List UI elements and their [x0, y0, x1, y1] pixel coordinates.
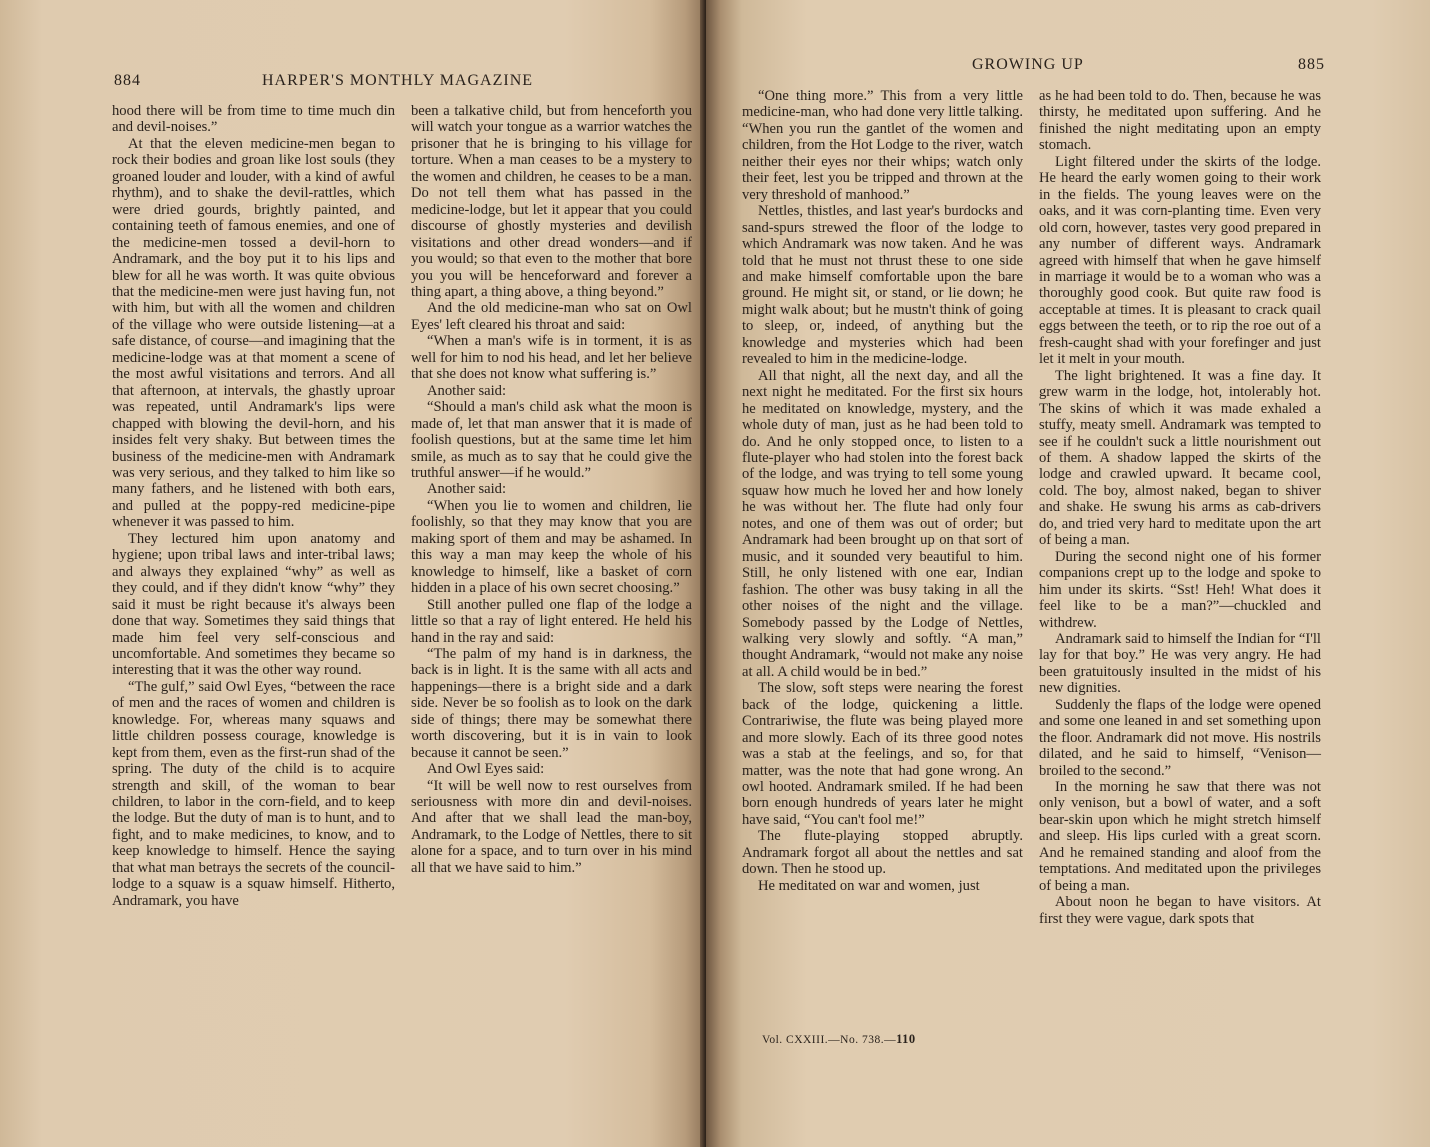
paragraph: At that the eleven medicine-men began to rock their bodies and groan like lost souls (they groaned louder and louder, with a kind of awful rhythm), and to shake the devil-rattles, which were dried gourds, brightly painted, and containing teeth of famous enemies, and one of the medicine-men tossed a devil-horn to Andramark, and the boy put it to his lips and blew for all he was worth. It was quite obvious that the medicine-men were just having fun, not with him, but with all the women and children of the village who were outside listening—at a safe distance, of course—and imagining that the medicine-lodge was at that moment a scene of the most awful visitations and terrors. And all that afternoon, at intervals, the ghastly uproar was repeated, until Andramark's lips were chapped with blowing the devil-horn, and his insides felt very shaky. But between times the business of the medicine-men with Andramark was very serious, and they talked to him like so many fathers, and he listened with both ears, and pulled at the poppy-red medicine-pipe whenever it was passed to him. [112, 135, 395, 531]
paragraph: The light brightened. It was a fine day. It grew warm in the lodge, hot, intolerably hot. The skins of which it was made exhaled a stuffy, meaty smell. Andramark was tempted to see if he couldn't suck a little nourishment out of them. A shadow lapped the skirts of the lodge and crawled upward. It became cool, cold. The boy, almost naked, began to shiver and shake. He swung his arms as cab-drivers do, and tried very hard to meditate upon the art of being a man. [1039, 367, 1321, 549]
paragraph: “The gulf,” said Owl Eyes, “between the race of men and the races of women and children is knowledge. For, whereas many squaws and little children possess courage, knowledge is kept from them, even as the first-run shad of the spring. The duty of the child is to acquire strength and skill, of the woman to bear children, to labor in the corn-field, and to keep the lodge. But the duty of man is to hunt, and to fight, and to make medicines, to know, and to keep knowledge to himself. Hence the saying that what man betrays the secrets of the council-lodge to a squaw is a squaw himself. Hitherto, Andramark, you have [112, 678, 395, 909]
running-head-right: GROWING UP [972, 56, 1084, 73]
paragraph: The flute-playing stopped abruptly. Andramark forgot all about the nettles and sat down. Then he stood up. [742, 828, 1023, 878]
paragraph: hood there will be from time to time much din and devil-noises.” [112, 103, 395, 136]
paragraph: Another said: [427, 382, 507, 399]
left-column-2 [411, 103, 692, 876]
footer-label: Vol. CXXIII.—No. 738.— [762, 1034, 897, 1046]
paragraph: They lectured him upon anatomy and hygiene; upon tribal laws and inter-tribal laws; and always they explained “why” as well as they could, and if they didn't know “why” they said it must be right because it's always been done that way. Sometimes they said things that made him feel very self-conscious and uncomfortable. And sometimes they became so interesting that it was the other way round. [112, 530, 395, 679]
paragraph: The slow, soft steps were nearing the forest back of the lodge, quickening a little. Contrariwise, the flute was being played more and more slowly. Each of its three good notes was a stab at the feelings, and so, for that matter, was the note that had gone wrong. An owl hooted. Andramark smiled. If he had been born enough hundreds of years later he might have said, “You can't fool me!” [742, 680, 1023, 828]
page-number-right: 885 [1298, 56, 1325, 73]
paragraph: “When a man's wife is in torment, it is as well for him to nod his head, and let her believe that she does not know what suffering is.” [411, 333, 692, 383]
paragraph: Suddenly the flaps of the lodge were opened and some one leaned in and set something upon the floor. Andramark did not move. His nostrils dilated, and he said to himself, “Venison—broiled to the second.” [1039, 696, 1321, 779]
paragraph: Nettles, thistles, and last year's burdocks and sand-spurs strewed the floor of the lodge to which Andramark was now taken. And he was told that he must not thrust these to one side and make himself comfortable upon the bare ground. He might sit, or stand, or lie down; he might walk about; but he mustn't think of going to sleep, or, indeed, of anything but the knowledge and mysteries which had been revealed to him in the medicine-lodge. [742, 203, 1023, 368]
left-column-1 [112, 103, 395, 909]
paragraph: About noon he began to have visitors. At first they were vague, dark spots that [1039, 894, 1321, 927]
right-column-1 [742, 88, 1023, 894]
paragraph: “Should a man's child ask what the moon is made of, let that man answer that it is made of foolish questions, but at the same time let him smile, as much as to say that he could give the truthful answer—if he would.” [411, 399, 692, 481]
paragraph: “When you lie to women and children, lie foolishly, so that they may know that you are making sport of them and may be ashamed. In this way a man may keep the whole of his knowledge to himself, like a basket of corn hidden in a place of his own secret choosing.” [411, 497, 692, 597]
paragraph: And the old medicine-man who sat on Owl Eyes' left cleared his throat and said: [411, 300, 692, 333]
right-page [706, 0, 1430, 1147]
paragraph: Andramark said to himself the Indian for “I'll lay for that boy.” He was very angry. He had been gratuitously insulted in the midst of his new dignities. [1039, 630, 1321, 697]
paragraph: Another said: [427, 481, 507, 498]
left-page [0, 0, 706, 1147]
paragraph: “The palm of my hand is in darkness, the back is in light. It is the same with all acts and happenings—there is a bright side and a dark side. Never be so foolish as to look on the dark side of things; there may be somewhat there worth discovering, but it is in vain to look because it cannot be seen.” [411, 645, 692, 761]
paragraph: In the morning he saw that there was not only venison, but a bowl of water, and a soft bear-skin upon which he might stretch himself and sleep. His lips curled with a great scorn. And he remained standing and aloof from the temptations. And meditated upon the privileges of being a man. [1039, 779, 1321, 894]
paragraph: “It will be well now to rest ourselves from seriousness with more din and devil-noises. And after that we shall lead the man-boy, Andramark, to the Lodge of Nettles, there to sit alone for a space, and to turn over in his mind all that we have said to him.” [411, 777, 692, 876]
paragraph: been a talkative child, but from henceforth you will watch your tongue as a warrior watches the prisoner that he is bringing to his village for torture. When a man ceases to be a mystery to the women and children, he ceases to be a man. Do not tell them what has passed in the medicine-lodge, but let it appear that you could discourse of ghostly mysteries and devilish visitations and other dread wonders—and if you would; so that even to the mother that bore you you will be henceforward and forever a thing apart, a thing above, a thing beyond.” [411, 103, 692, 300]
paragraph: All that night, all the next day, and all the next night he meditated. For the first six hours he meditated on knowledge, mystery, and the whole duty of man, just as he had been told to do. And he only stopped once, to listen to a flute-player who had stolen into the forest back of the lodge, and was trying to tell some young squaw how much he loved her and how lonely he was without her. The flute had only four notes, and one of them was out of order; but Andramark had been brought up on that sort of music, and it sounded very beautiful to him. Still, he only listened with one ear, Indian fashion. The other was busy taking in all the other noises of the night and the village. Somebody passed by the Lodge of Nettles, walking very slowly and softly. “A man,” thought Andramark, “would not make any noise at all. A child would be in bed.” [742, 367, 1023, 680]
page-number-left: 884 [114, 72, 141, 89]
paragraph: “One thing more.” This from a very little medicine-man, who had done very little talking. “When you run the gantlet of the women and children, from the Hot Lodge to the river, watch neither their eyes nor their whips; watch only their feet, lest you be tripped and thrown at the very threshold of manhood.” [742, 88, 1023, 203]
paragraph: During the second night one of his former companions crept up to the lodge and spoke to him under its skirts. “Sst! Heh! What does it feel like to be a man?”—chuckled and withdrew. [1039, 548, 1321, 631]
paragraph: He meditated on war and women, just [758, 877, 980, 894]
running-head-left: HARPER'S MONTHLY MAGAZINE [262, 72, 534, 89]
paragraph: Still another pulled one flap of the lodge a little so that a ray of light entered. He held his hand in the ray and said: [411, 596, 692, 646]
volume-footer [762, 1032, 916, 1047]
paragraph: Light filtered under the skirts of the lodge. He heard the early women going to their work in the fields. The young leaves were on the oaks, and it was corn-planting time. Even very old corn, however, tastes very good prepared in any number of different ways. Andramark agreed with himself that when he gave himself in marriage it would be to a woman who was a thoroughly good cook. But quite raw food is acceptable at times. It is pleasant to crack quail eggs between the teeth, or to rip the roe out of a fresh-caught shad with your forefinger and just let it melt in your mouth. [1039, 153, 1321, 368]
footer-number: 110 [896, 1032, 916, 1046]
paragraph: as he had been told to do. Then, because he was thirsty, he meditated upon suffering. And he finished the night meditating upon an empty stomach. [1039, 88, 1321, 154]
right-column-2 [1039, 88, 1321, 927]
paragraph: And Owl Eyes said: [427, 761, 545, 778]
